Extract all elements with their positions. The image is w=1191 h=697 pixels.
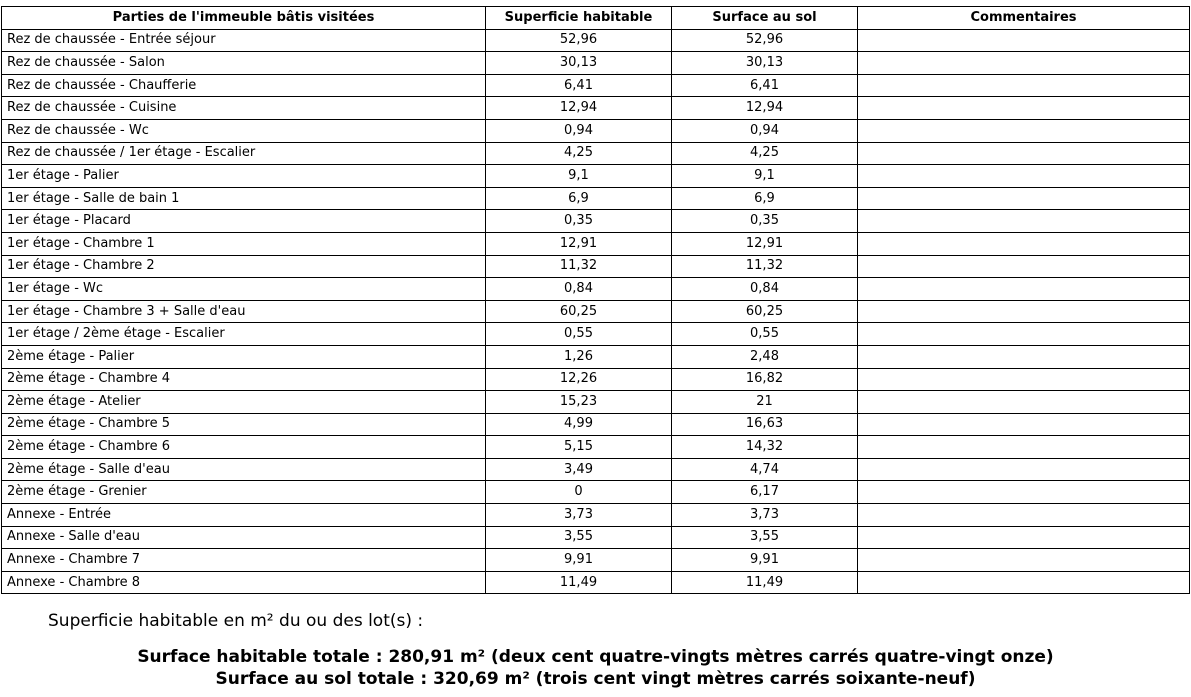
cell-comment <box>858 29 1190 52</box>
cell-comment <box>858 323 1190 346</box>
cell-part: 1er étage - Placard <box>2 210 486 233</box>
cell-comment <box>858 571 1190 594</box>
cell-habitable: 0,84 <box>486 278 672 301</box>
header-comments: Commentaires <box>858 7 1190 30</box>
table-row <box>2 571 1190 594</box>
cell-habitable: 30,13 <box>486 52 672 75</box>
table-row <box>2 323 1190 346</box>
cell-part: Annexe - Entrée <box>2 504 486 527</box>
cell-sol: 14,32 <box>672 436 858 459</box>
cell-part: Annexe - Salle d'eau <box>2 526 486 549</box>
cell-sol: 4,74 <box>672 458 858 481</box>
cell-part: 2ème étage - Chambre 6 <box>2 436 486 459</box>
table-row <box>2 504 1190 527</box>
cell-sol: 11,32 <box>672 255 858 278</box>
cell-sol: 4,25 <box>672 142 858 165</box>
cell-habitable: 3,73 <box>486 504 672 527</box>
cell-part: 1er étage - Chambre 3 + Salle d'eau <box>2 300 486 323</box>
cell-sol: 0,55 <box>672 323 858 346</box>
table-row <box>2 74 1190 97</box>
cell-part: 1er étage - Chambre 2 <box>2 255 486 278</box>
table-row <box>2 119 1190 142</box>
summary-subtitle: Superficie habitable en m² du ou des lot(s) : <box>48 611 424 631</box>
cell-part: Rez de chaussée - Salon <box>2 52 486 75</box>
cell-sol: 6,41 <box>672 74 858 97</box>
cell-comment <box>858 413 1190 436</box>
cell-comment <box>858 232 1190 255</box>
table-row <box>2 413 1190 436</box>
cell-sol: 6,17 <box>672 481 858 504</box>
cell-comment <box>858 97 1190 120</box>
cell-habitable: 5,15 <box>486 436 672 459</box>
cell-comment <box>858 549 1190 572</box>
cell-habitable: 6,41 <box>486 74 672 97</box>
cell-part: Rez de chaussée - Entrée séjour <box>2 29 486 52</box>
table-row <box>2 526 1190 549</box>
cell-comment <box>858 391 1190 414</box>
cell-comment <box>858 436 1190 459</box>
table-row <box>2 345 1190 368</box>
cell-part: 1er étage - Palier <box>2 165 486 188</box>
table-row <box>2 436 1190 459</box>
cell-part: Rez de chaussée - Wc <box>2 119 486 142</box>
cell-habitable: 0,35 <box>486 210 672 233</box>
cell-sol: 6,9 <box>672 187 858 210</box>
cell-habitable: 9,91 <box>486 549 672 572</box>
cell-sol: 16,82 <box>672 368 858 391</box>
cell-comment <box>858 142 1190 165</box>
cell-comment <box>858 458 1190 481</box>
cell-habitable: 12,91 <box>486 232 672 255</box>
cell-sol: 9,1 <box>672 165 858 188</box>
cell-part: Rez de chaussée - Chaufferie <box>2 74 486 97</box>
cell-habitable: 6,9 <box>486 187 672 210</box>
total-habitable: Surface habitable totale : 280,91 m² (deux cent quatre-vingts mètres carrés quatre-vingt onze) <box>137 647 1054 667</box>
table-row <box>2 368 1190 391</box>
cell-habitable: 3,49 <box>486 458 672 481</box>
cell-comment <box>858 481 1190 504</box>
table-row <box>2 29 1190 52</box>
cell-habitable: 11,32 <box>486 255 672 278</box>
cell-sol: 60,25 <box>672 300 858 323</box>
cell-part: 2ème étage - Palier <box>2 345 486 368</box>
cell-habitable: 0,94 <box>486 119 672 142</box>
cell-habitable: 60,25 <box>486 300 672 323</box>
cell-habitable: 1,26 <box>486 345 672 368</box>
cell-part: 2ème étage - Atelier <box>2 391 486 414</box>
cell-habitable: 12,26 <box>486 368 672 391</box>
cell-comment <box>858 210 1190 233</box>
table-row <box>2 458 1190 481</box>
cell-habitable: 4,99 <box>486 413 672 436</box>
table-header-row <box>2 7 1190 30</box>
cell-sol: 3,73 <box>672 504 858 527</box>
cell-part: Rez de chaussée / 1er étage - Escalier <box>2 142 486 165</box>
cell-part: 2ème étage - Salle d'eau <box>2 458 486 481</box>
cell-habitable: 52,96 <box>486 29 672 52</box>
cell-comment <box>858 74 1190 97</box>
cell-part: 2ème étage - Grenier <box>2 481 486 504</box>
cell-part: 1er étage - Chambre 1 <box>2 232 486 255</box>
cell-comment <box>858 119 1190 142</box>
cell-habitable: 9,1 <box>486 165 672 188</box>
cell-sol: 0,94 <box>672 119 858 142</box>
table-row <box>2 210 1190 233</box>
cell-part: 1er étage - Wc <box>2 278 486 301</box>
table-row <box>2 165 1190 188</box>
cell-sol: 3,55 <box>672 526 858 549</box>
header-sol: Surface au sol <box>672 7 858 30</box>
table-row <box>2 549 1190 572</box>
cell-sol: 11,49 <box>672 571 858 594</box>
cell-part: Annexe - Chambre 7 <box>2 549 486 572</box>
cell-sol: 12,91 <box>672 232 858 255</box>
table-row <box>2 300 1190 323</box>
cell-part: 1er étage / 2ème étage - Escalier <box>2 323 486 346</box>
header-parts: Parties de l'immeuble bâtis visitées <box>2 7 486 30</box>
table-row <box>2 52 1190 75</box>
cell-comment <box>858 187 1190 210</box>
table-row <box>2 97 1190 120</box>
cell-habitable: 4,25 <box>486 142 672 165</box>
cell-sol: 30,13 <box>672 52 858 75</box>
cell-comment <box>858 52 1190 75</box>
table-row <box>2 142 1190 165</box>
cell-part: Rez de chaussée - Cuisine <box>2 97 486 120</box>
totals-block <box>0 646 1191 690</box>
cell-part: Annexe - Chambre 8 <box>2 571 486 594</box>
cell-habitable: 15,23 <box>486 391 672 414</box>
cell-sol: 16,63 <box>672 413 858 436</box>
cell-sol: 0,35 <box>672 210 858 233</box>
cell-comment <box>858 368 1190 391</box>
cell-habitable: 0 <box>486 481 672 504</box>
cell-comment <box>858 165 1190 188</box>
cell-habitable: 3,55 <box>486 526 672 549</box>
cell-sol: 12,94 <box>672 97 858 120</box>
table-row <box>2 481 1190 504</box>
cell-habitable: 12,94 <box>486 97 672 120</box>
header-habitable: Superficie habitable <box>486 7 672 30</box>
cell-habitable: 0,55 <box>486 323 672 346</box>
cell-comment <box>858 526 1190 549</box>
cell-comment <box>858 345 1190 368</box>
table-row <box>2 255 1190 278</box>
cell-sol: 21 <box>672 391 858 414</box>
cell-habitable: 11,49 <box>486 571 672 594</box>
table-row <box>2 278 1190 301</box>
cell-sol: 0,84 <box>672 278 858 301</box>
cell-part: 1er étage - Salle de bain 1 <box>2 187 486 210</box>
cell-sol: 52,96 <box>672 29 858 52</box>
cell-part: 2ème étage - Chambre 5 <box>2 413 486 436</box>
table-row <box>2 187 1190 210</box>
table-row <box>2 232 1190 255</box>
cell-comment <box>858 504 1190 527</box>
cell-comment <box>858 278 1190 301</box>
surface-table <box>1 6 1190 594</box>
cell-comment <box>858 255 1190 278</box>
cell-sol: 2,48 <box>672 345 858 368</box>
cell-sol: 9,91 <box>672 549 858 572</box>
cell-part: 2ème étage - Chambre 4 <box>2 368 486 391</box>
total-sol: Surface au sol totale : 320,69 m² (trois cent vingt mètres carrés soixante-neuf) <box>215 669 976 689</box>
cell-comment <box>858 300 1190 323</box>
table-row <box>2 391 1190 414</box>
